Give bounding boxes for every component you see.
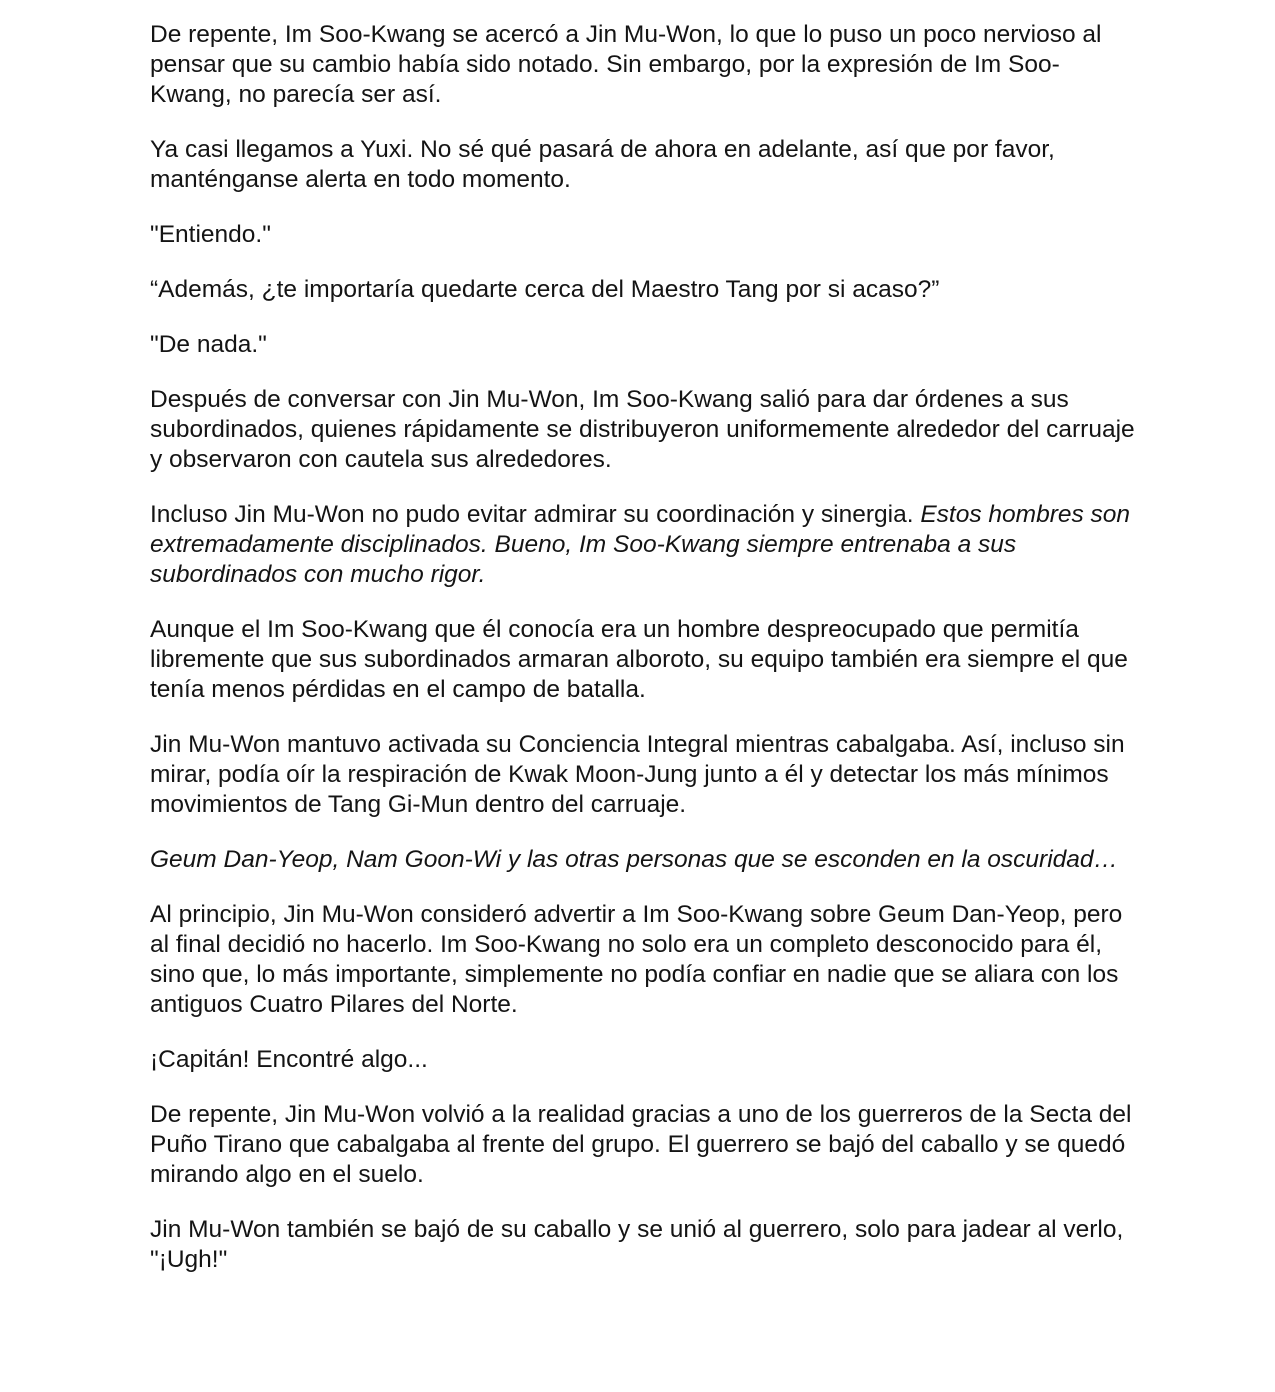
paragraph-13 — [150, 1100, 1135, 1190]
paragraph-1 — [150, 20, 1135, 110]
paragraph-text: "Entiendo." — [150, 221, 271, 248]
paragraph-text: De repente, Im Soo-Kwang se acercó a Jin Mu-Won, lo que lo puso un poco nervioso al pensar que su cambio había sido notado. Sin embargo, por la expresión de Im Soo-Kwang, no parecía ser así. — [150, 21, 1102, 108]
paragraph-3 — [150, 220, 1135, 250]
paragraph-text: Ya casi llegamos a Yuxi. No sé qué pasará de ahora en adelante, así que por favor, manténganse alerta en todo momento. — [150, 136, 1055, 193]
paragraph-8 — [150, 615, 1135, 705]
paragraph-12 — [150, 1045, 1135, 1075]
paragraph-text: Aunque el Im Soo-Kwang que él conocía era un hombre despreocupado que permitía libremente que sus subordinados armaran alboroto, su equipo también era siempre el que tenía menos pérdidas en el campo de batalla. — [150, 616, 1128, 703]
paragraph-text: "De nada." — [150, 331, 267, 358]
paragraph-6 — [150, 385, 1135, 475]
paragraph-text: “Además, ¿te importaría quedarte cerca del Maestro Tang por si acaso?” — [150, 276, 940, 303]
paragraph-text: Al principio, Jin Mu-Won consideró advertir a Im Soo-Kwang sobre Geum Dan-Yeop, pero al final decidió no hacerlo. Im Soo-Kwang no solo era un completo desconocido para él, sino que, lo más importante, simplemente no podía confiar en nadie que se aliara con los antiguos Cuatro Pilares del Norte. — [150, 901, 1123, 1018]
paragraph-9 — [150, 730, 1135, 820]
paragraph-2 — [150, 135, 1135, 195]
document-page — [150, 20, 1135, 1300]
paragraph-italic-text: Estos hombres son extremadamente disciplinados. Bueno, Im Soo-Kwang siempre entrenaba a sus subordinados con mucho rigor. — [150, 501, 1131, 588]
paragraph-text: De repente, Jin Mu-Won volvió a la realidad gracias a uno de los guerreros de la Secta del Puño Tirano que cabalgaba al frente del grupo. El guerrero se bajó del caballo y se quedó mirando algo en el suelo. — [150, 1101, 1132, 1188]
paragraph-4 — [150, 275, 1135, 305]
paragraph-14 — [150, 1215, 1135, 1275]
paragraph-10 — [150, 845, 1135, 875]
paragraph-text: Jin Mu-Won también se bajó de su caballo y se unió al guerrero, solo para jadear al verlo, "¡Ugh!" — [150, 1216, 1124, 1273]
paragraph-7 — [150, 500, 1135, 590]
paragraph-text: Jin Mu-Won mantuvo activada su Conciencia Integral mientras cabalgaba. Así, incluso sin mirar, podía oír la respiración de Kwak Moon-Jung junto a él y detectar los más mínimos movimientos de Tang Gi-Mun dentro del carruaje. — [150, 731, 1125, 818]
paragraph-text: Después de conversar con Jin Mu-Won, Im Soo-Kwang salió para dar órdenes a sus subordinados, quienes rápidamente se distribuyeron uniformemente alrededor del carruaje y observaron con cautela sus alrededores. — [150, 386, 1135, 473]
paragraph-11 — [150, 900, 1135, 1020]
paragraph-italic-text: Geum Dan-Yeop, Nam Goon-Wi y las otras personas que se esconden en la oscuridad… — [150, 846, 1119, 873]
paragraph-5 — [150, 330, 1135, 360]
paragraph-text: ¡Capitán! Encontré algo... — [150, 1046, 428, 1073]
paragraph-text: Incluso Jin Mu-Won no pudo evitar admirar su coordinación y sinergia. — [150, 501, 921, 528]
